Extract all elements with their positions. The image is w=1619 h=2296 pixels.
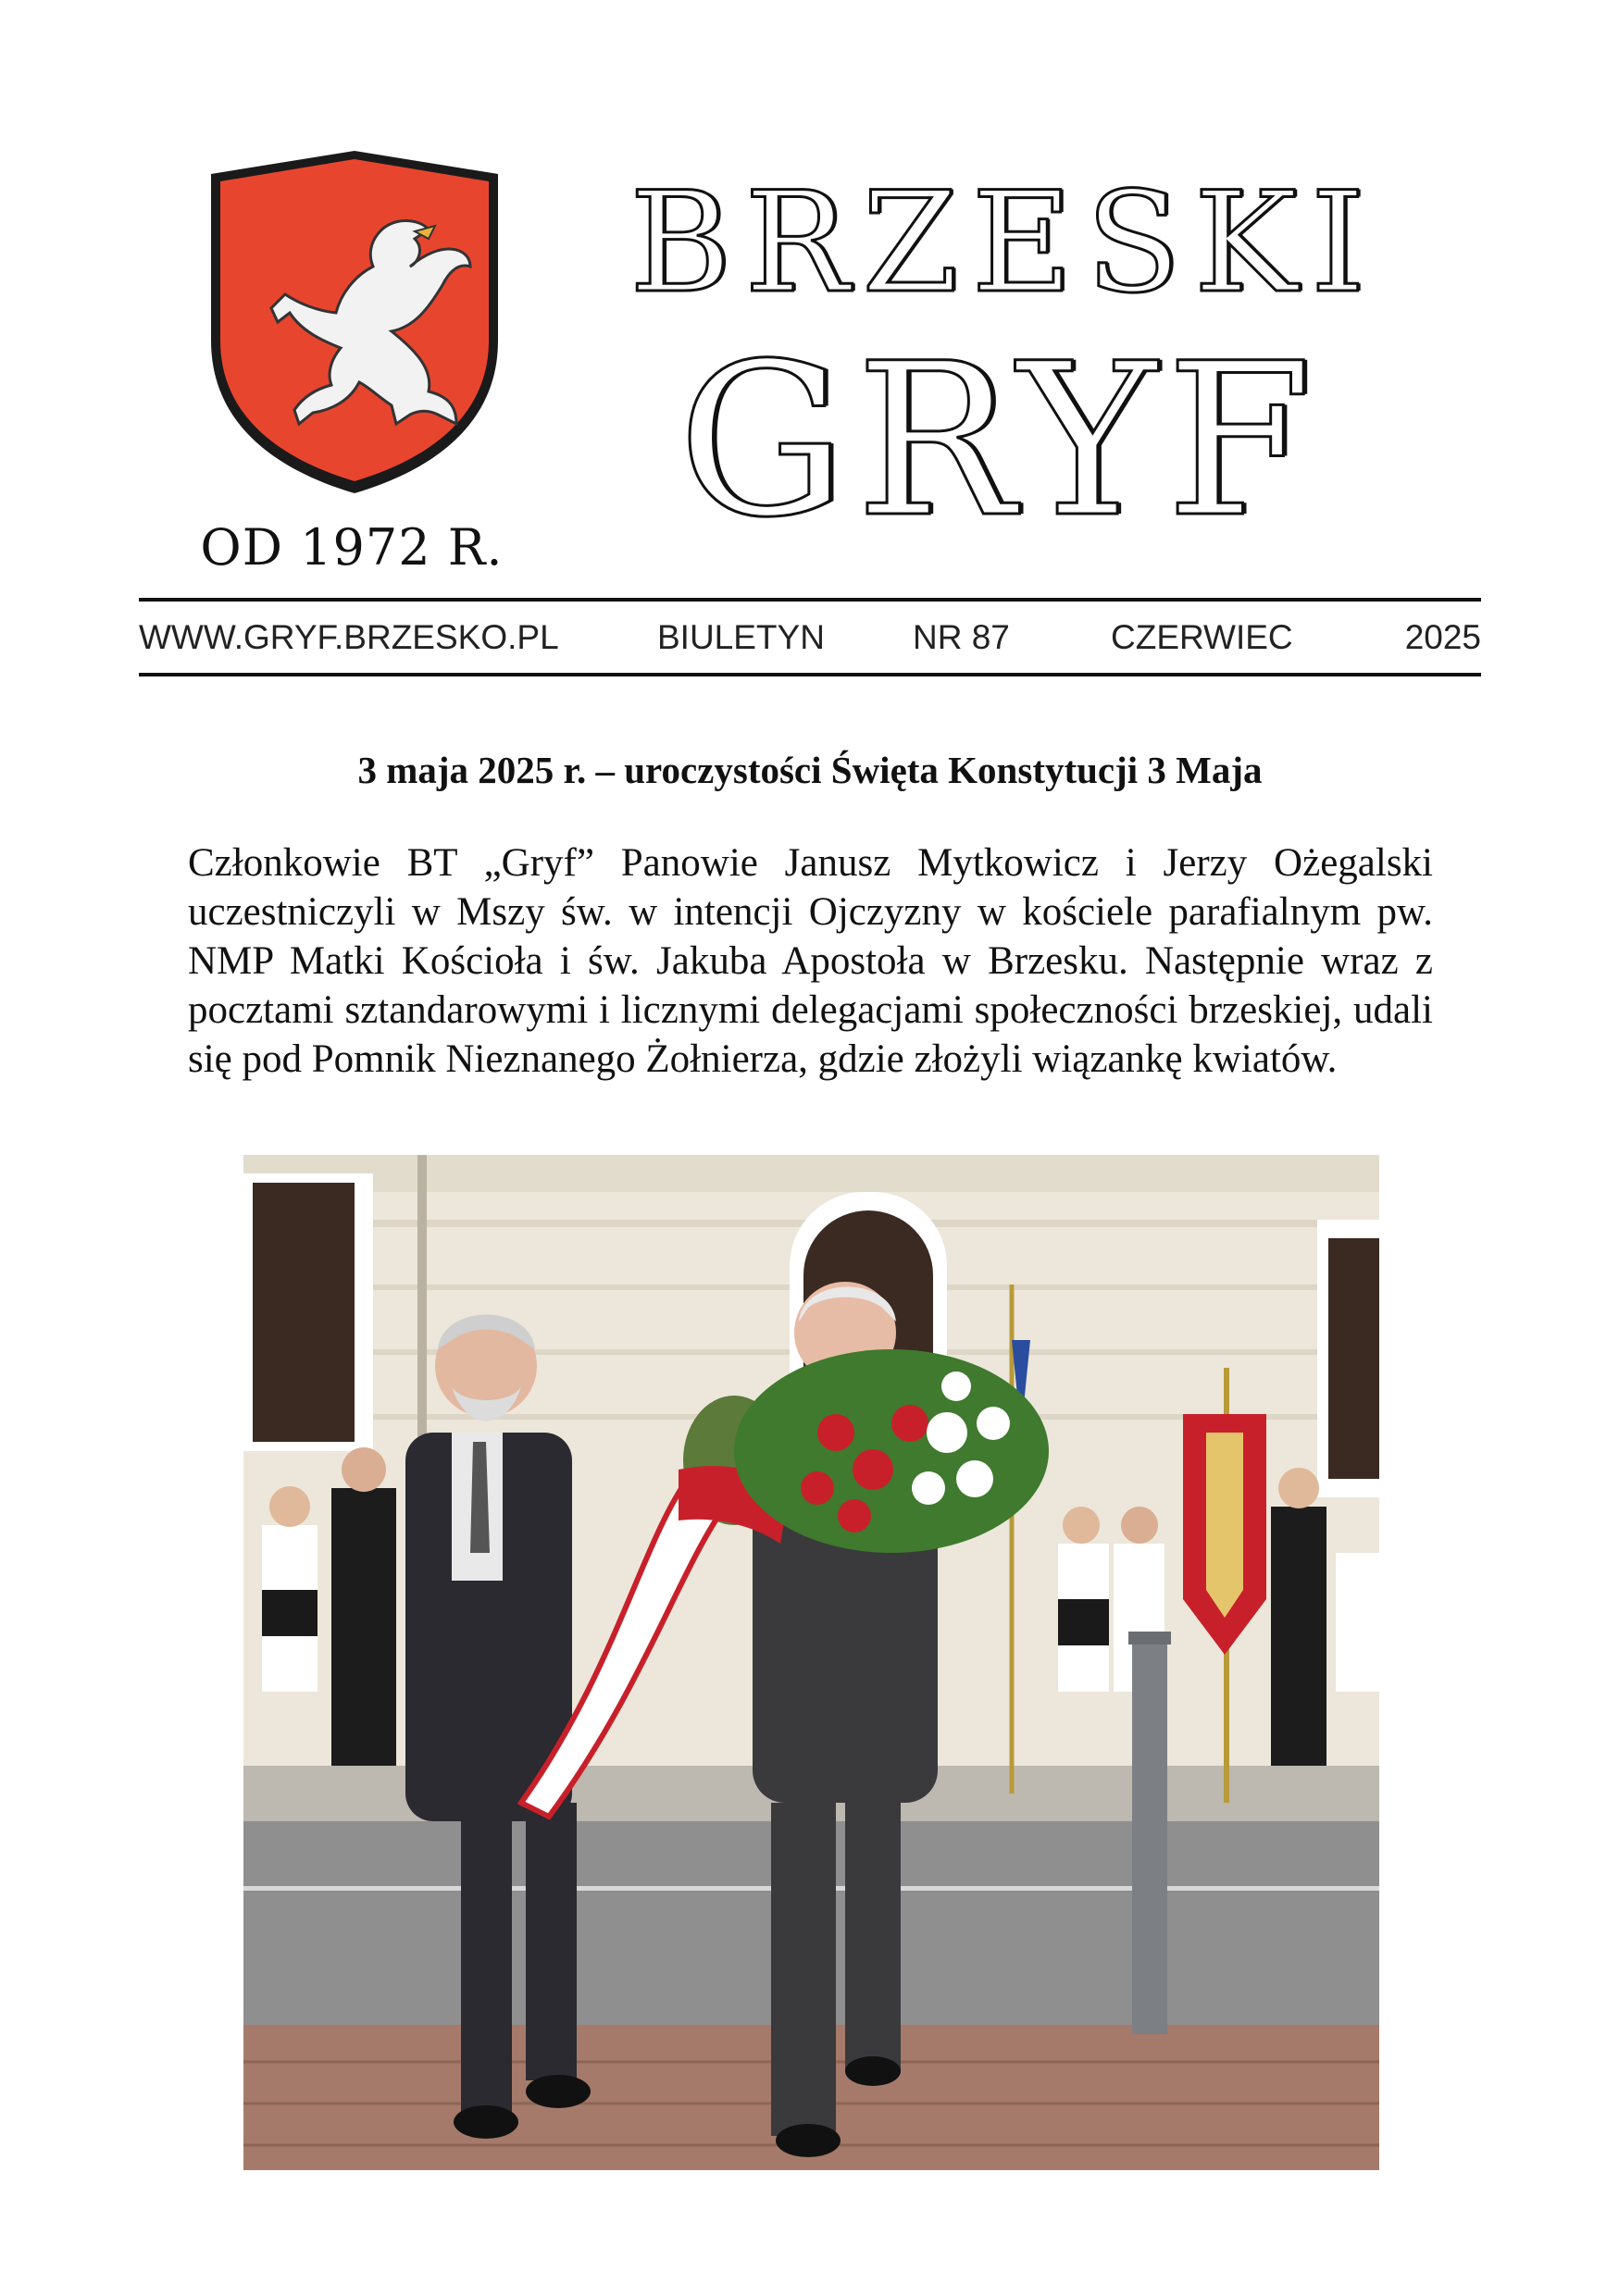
- issue-month: CZERWIEC: [1111, 618, 1293, 656]
- article-body: Członkowie BT „Gryf” Panowie Janusz Mytkowicz i Jerzy Ożegalski uczestniczyli w Mszy św. w intencji Ojczyzny w kościele parafialnym pw. NMP Matki Kościoła i św. Jakuba Apostoła w Brzesku. Następnie wraz z pocztami sztandarowymi i licznymi delegacjami społeczności brzeskiej, udali się pod Pomnik Nieznanego Żołnierza, gdzie złożyli wiązankę kwiatów.: [188, 841, 1433, 1081]
- website-url[interactable]: WWW.GRYF.BRZESKO.PL: [139, 618, 559, 656]
- article-headline: 3 maja 2025 r. – uroczystości Święta Konstytucji 3 Maja: [357, 749, 1263, 791]
- masthead-title-line1: BRZESKI: [629, 163, 1378, 324]
- masthead-title-line2: GRYF: [678, 317, 1322, 564]
- publication-type: BIULETYN: [657, 618, 825, 656]
- issue-number: NR 87: [913, 618, 1010, 656]
- issue-year: 2025: [1404, 618, 1481, 656]
- masthead-rule-bottom: [139, 673, 1481, 676]
- masthead-info-bar: [139, 611, 1481, 668]
- ceremony-photo: [243, 1155, 1379, 2170]
- griffin-crest-logo: [193, 146, 517, 498]
- crest-year-label: OD 1972 R.: [200, 518, 504, 577]
- masthead-rule-top: [139, 598, 1481, 602]
